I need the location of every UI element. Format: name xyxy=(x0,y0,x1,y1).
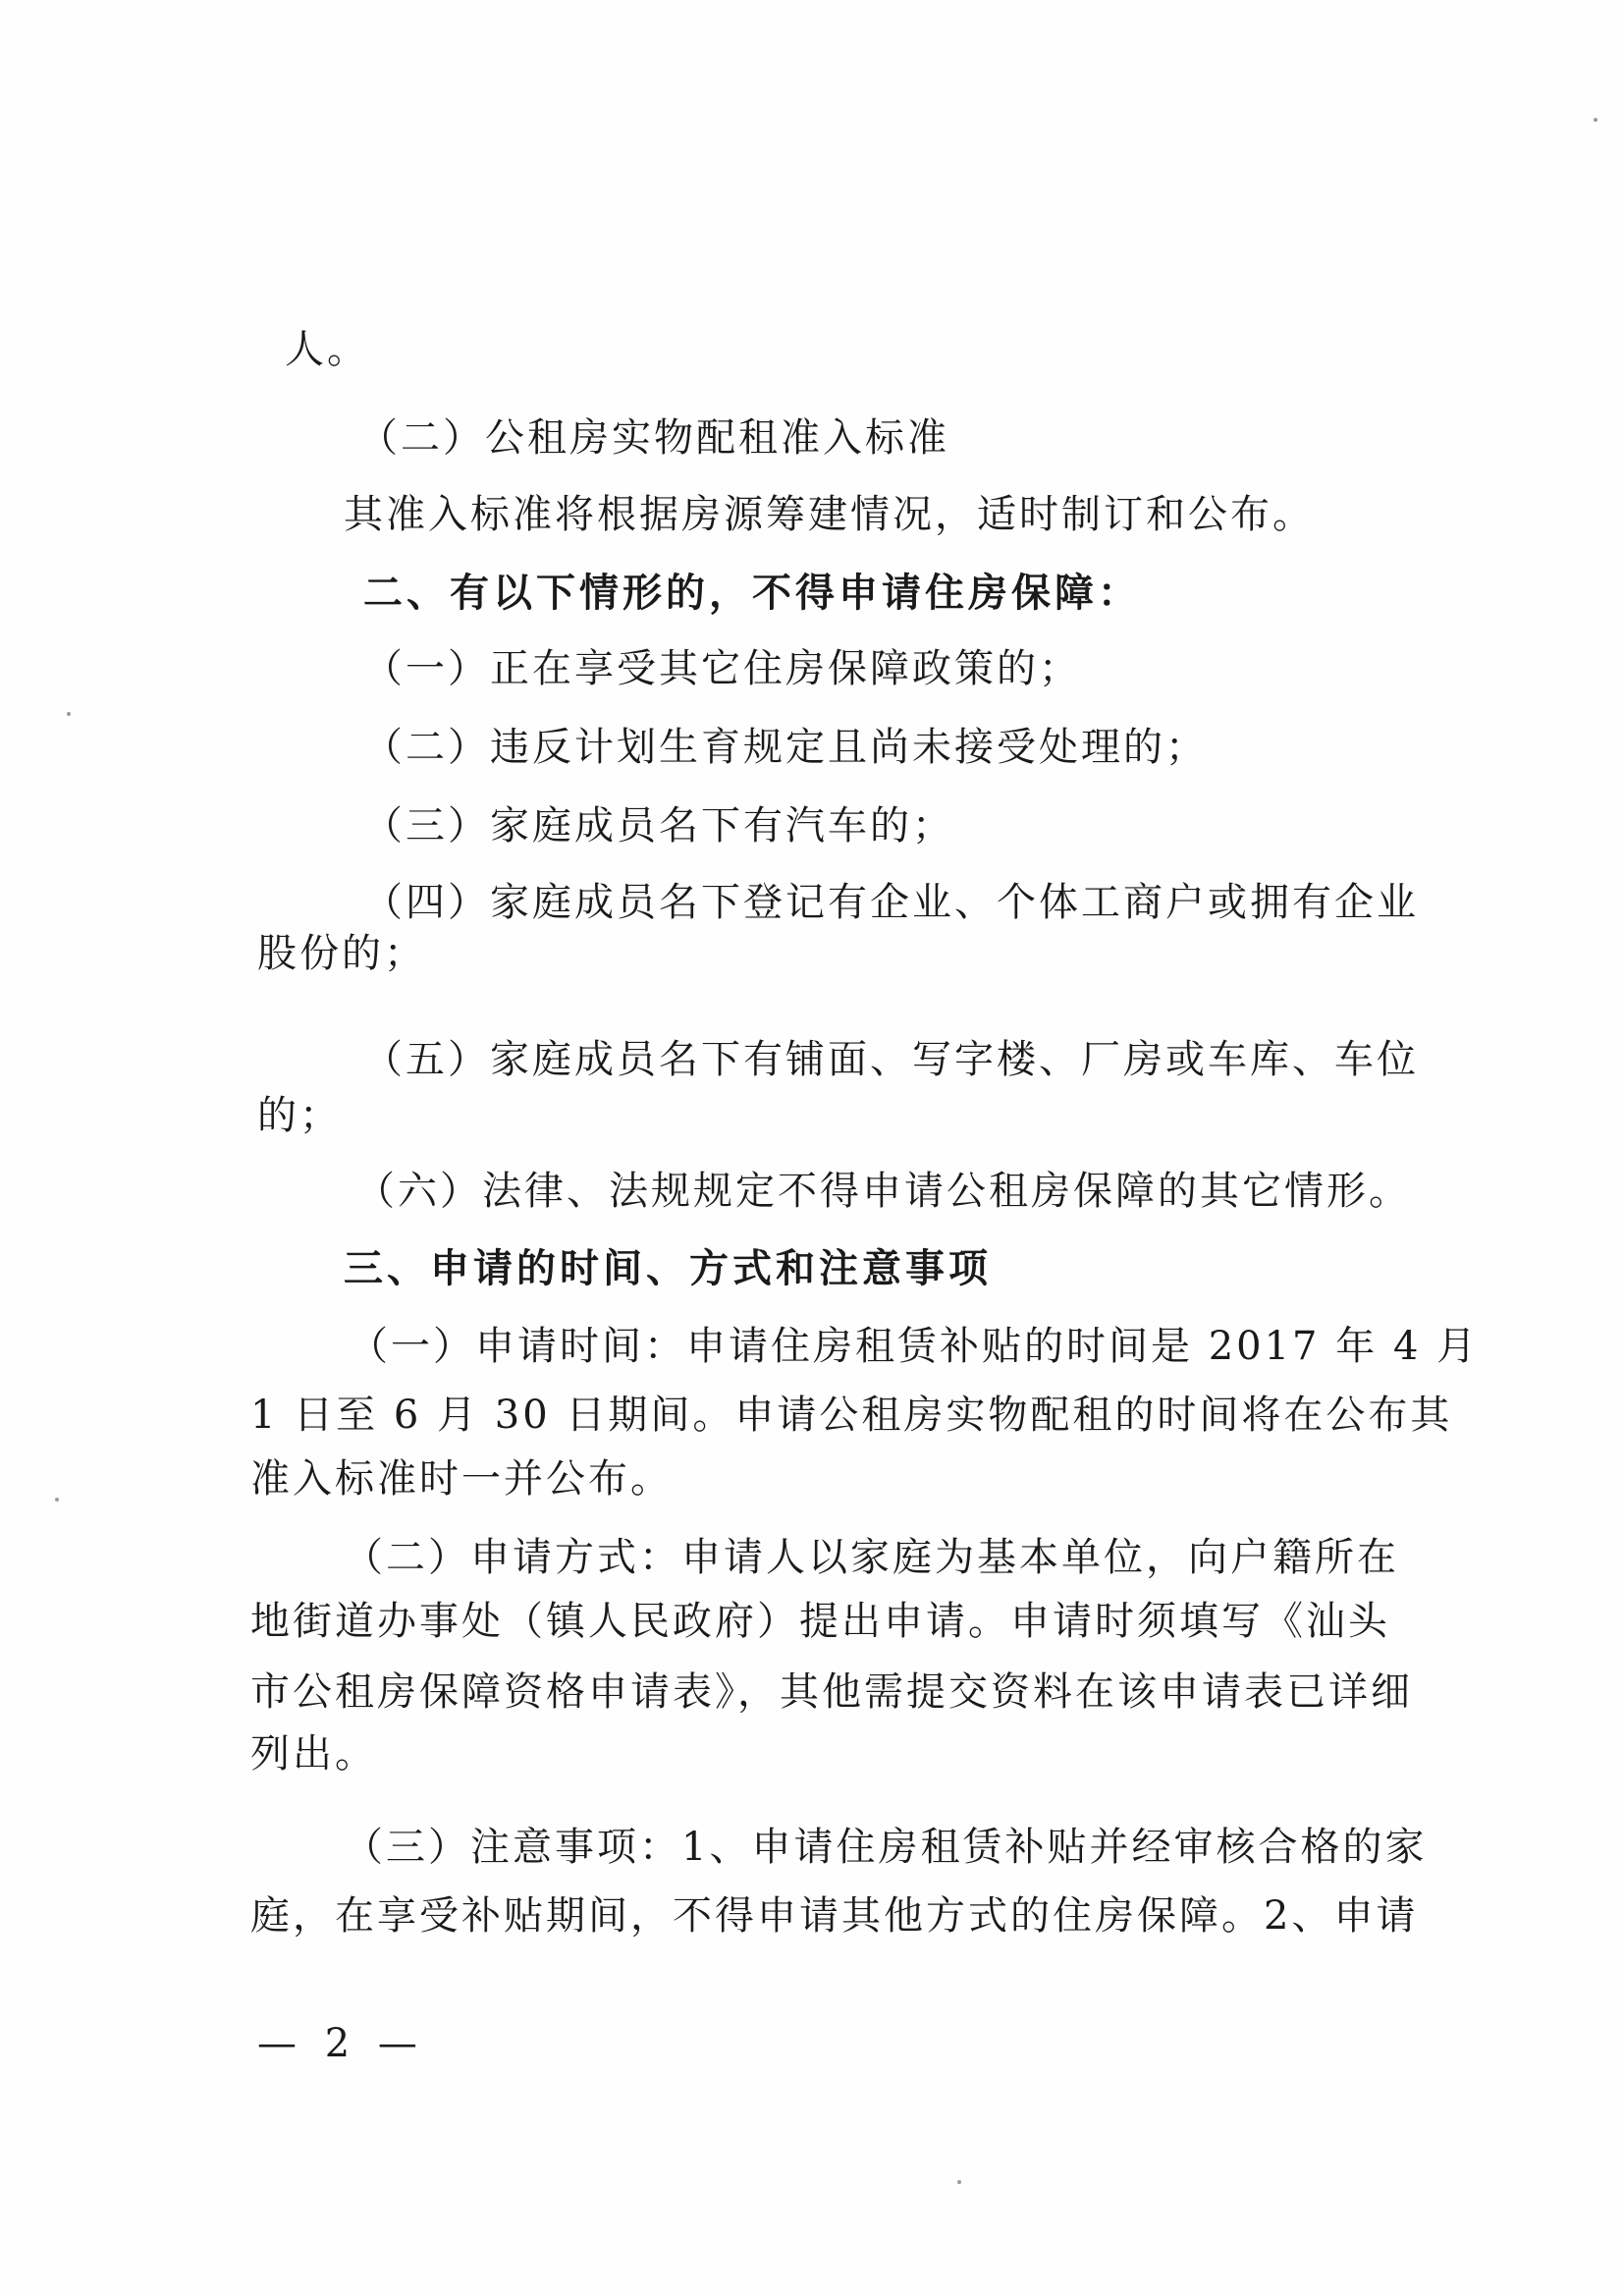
paragraph-line: （二）申请方式：申请人以家庭为基本单位，向户籍所在 xyxy=(344,1535,1399,1580)
list-item: （二）违反计划生育规定且尚未接受处理的； xyxy=(363,725,1208,770)
list-item: （四）家庭成员名下登记有企业、个体工商户或拥有企业 xyxy=(363,880,1419,925)
paragraph-line: 地街道办事处（镇人民政府）提出申请。申请时须填写《汕头 xyxy=(250,1599,1390,1644)
section-heading: 二、有以下情形的，不得申请住房保障： xyxy=(363,570,1141,616)
paragraph-line: 庭，在享受补贴期间，不得申请其他方式的住房保障。2、申请 xyxy=(250,1893,1419,1939)
paragraph-line: 1 日至 6 月 30 日期间。申请公租房实物配租的时间将在公布其 xyxy=(250,1393,1453,1438)
subheading-line: （二）公租房实物配租准入标准 xyxy=(358,415,949,461)
text-line: 股份的； xyxy=(257,931,426,976)
paragraph-line: 准入标准时一并公布。 xyxy=(250,1456,673,1502)
paragraph-line: 市公租房保障资格申请表》，其他需提交资料在该申请表已详细 xyxy=(250,1669,1413,1715)
list-item: （五）家庭成员名下有铺面、写字楼、厂房或车库、车位 xyxy=(363,1037,1419,1082)
list-item: （三）家庭成员名下有汽车的； xyxy=(363,803,954,848)
paragraph-line: （三）注意事项：1、申请住房租赁补贴并经审核合格的家 xyxy=(344,1825,1428,1870)
text-line: 其准入标准将根据房源筹建情况，适时制订和公布。 xyxy=(344,492,1315,537)
list-item: （一）正在享受其它住房保障政策的； xyxy=(363,646,1081,691)
text-line: 的； xyxy=(257,1093,342,1138)
list-item: （六）法律、法规规定不得申请公租房保障的其它情形。 xyxy=(355,1169,1411,1214)
scan-speck xyxy=(67,712,71,716)
text-line: 人。 xyxy=(285,327,369,372)
page-number: — 2 — xyxy=(257,2021,425,2066)
scan-speck xyxy=(1594,118,1597,122)
scan-speck xyxy=(957,2180,961,2184)
paragraph-line: （一）申请时间：申请住房租赁补贴的时间是 2017 年 4 月 xyxy=(349,1324,1480,1369)
scan-speck xyxy=(55,1498,59,1502)
paragraph-line: 列出。 xyxy=(250,1731,377,1777)
section-heading: 三、申请的时间、方式和注意事项 xyxy=(344,1245,992,1291)
